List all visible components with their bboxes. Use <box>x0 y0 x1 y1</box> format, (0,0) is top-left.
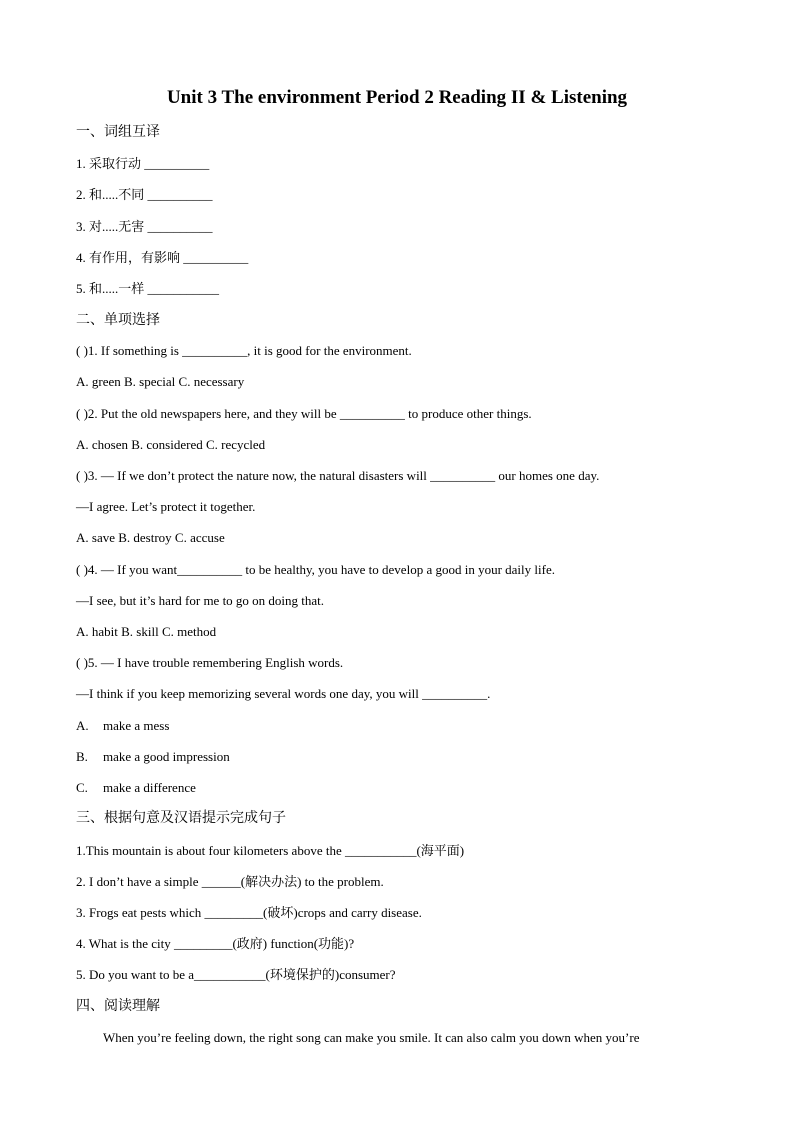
section-3-heading: 三、根据句意及汉语提示完成句子 <box>76 811 286 826</box>
question-2: ( )2. Put the old newspapers here, and they will be __________ to produce other things. <box>76 406 532 421</box>
page-title: Unit 3 The environment Period 2 Reading II & Listening <box>166 87 628 108</box>
question-4-reply: —I see, but it’s hard for me to go on doing that. <box>76 593 325 608</box>
option-letter: B. <box>76 749 88 764</box>
question-5-option-b <box>76 748 230 766</box>
question-2-options: A. chosen B. considered C. recycled <box>76 437 266 452</box>
section-4-heading: 四、阅读理解 <box>76 999 160 1014</box>
option-letter: A. <box>76 718 89 733</box>
phrase-item-5: 5. 和.....一样 ___________ <box>76 281 220 296</box>
question-3: ( )3. — If we don’t protect the nature now, the natural disasters will __________ our homes one day. <box>76 468 600 483</box>
option-letter: C. <box>76 780 88 795</box>
phrase-item-4: 4. 有作用，有影响 __________ <box>76 250 249 265</box>
question-1-options: A. green B. special C. necessary <box>76 374 245 389</box>
phrase-item-1: 1. 采取行动 __________ <box>76 156 210 171</box>
phrase-item-2: 2. 和.....不同 __________ <box>76 187 213 202</box>
section-2-heading: 二、单项选择 <box>76 313 160 328</box>
question-5-option-a <box>76 717 169 735</box>
sentence-item-1: 1.This mountain is about four kilometers above the ___________(海平面) <box>76 843 465 858</box>
option-text: make a mess <box>103 718 170 733</box>
sentence-item-2: 2. I don’t have a simple ______(解决办法) to the problem. <box>76 874 384 889</box>
reading-passage: When you’re feeling down, the right song can make you smile. It can also calm you down when you’re <box>103 1030 640 1045</box>
question-3-reply: —I agree. Let’s protect it together. <box>76 499 256 514</box>
sentence-item-5: 5. Do you want to be a___________(环境保护的)consumer? <box>76 967 396 982</box>
sentence-item-3: 3. Frogs eat pests which _________(破坏)crops and carry disease. <box>76 905 422 920</box>
question-5-option-c <box>76 779 196 797</box>
question-4: ( )4. — If you want__________ to be healthy, you have to develop a good in your daily life. <box>76 562 555 577</box>
phrase-item-3: 3. 对.....无害 __________ <box>76 219 213 234</box>
option-text: make a good impression <box>103 749 230 764</box>
question-4-options: A. habit B. skill C. method <box>76 624 217 639</box>
question-3-options: A. save B. destroy C. accuse <box>76 530 225 545</box>
question-1: ( )1. If something is __________, it is good for the environment. <box>76 343 412 358</box>
option-text: make a difference <box>103 780 196 795</box>
question-5: ( )5. — I have trouble remembering English words. <box>76 655 344 670</box>
question-5-reply: —I think if you keep memorizing several words one day, you will __________. <box>76 686 491 701</box>
sentence-item-4: 4. What is the city _________(政府) function(功能)? <box>76 936 355 951</box>
section-1-heading: 一、词组互译 <box>76 125 160 140</box>
